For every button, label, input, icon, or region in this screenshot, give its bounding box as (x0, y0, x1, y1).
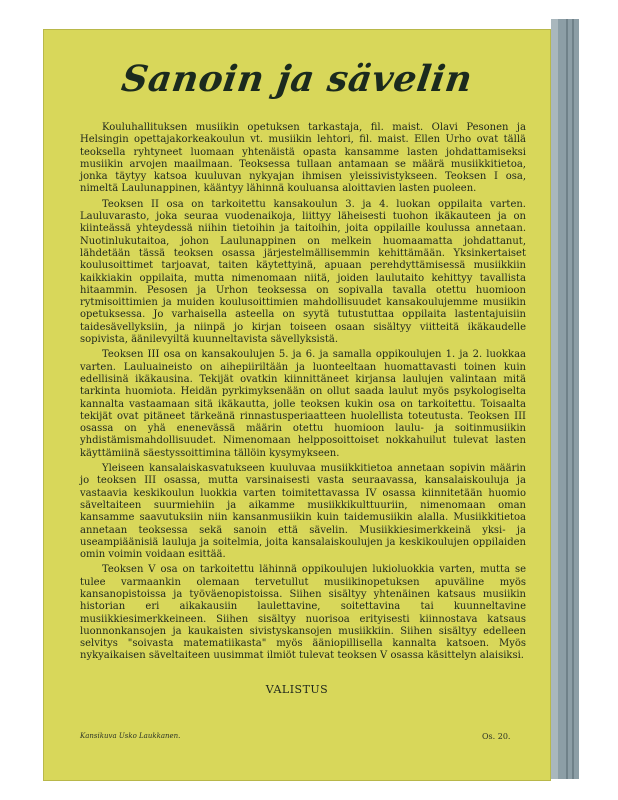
spine-edge (551, 19, 558, 779)
paragraph: Teoksen II osa on tarkoitettu kansakoulun 3. ja 4. luokan oppilaita varten. Lauluvarasto, joka seuraa vuodenaikoja, liittyy läheisesti tuohon ikäkauteen ja on kiinteässä yhteydessä niihin tietoihin ja taitoihin, joita oppilaille koulussa annetaan. Nuotinlukutaitoa, johon Laulunappinen on melkein huomaamatta johdattanut, lähdetään tässä teoksen osassa järjestelmällisemmin kehittämään. Yksinkertaiset koulusoittimet tarjoavat, taiten käytettyinä, apuaan perehdyttämisessä musiikkiin kaikkiakin oppilaita, mutta nimenomaan niitä, joiden laulutaito kehittyy tavallista hitaammin. Pesosen ja Urhon teoksessa on sopivalla tavalla otettu huomioon rytmisoittimien ja muiden koulusoittimien mahdollisuudet kansakoulujemme musiikin opetuksessa. Jo varhaisella asteella on syytä tutustuttaa oppilaita lastentajuisiin taidesävellyksiin, ja niinpä jo kirjan toiseen osaan sisältyy viitteitä ikäkaudelle sopivista, äänilevyiltä kuunneltavista sävellyksistä. (80, 198, 526, 346)
paragraph: Kouluhallituksen musiikin opetuksen tarkastaja, fil. maist. Olavi Pesonen ja Helsingin opettajakorkeakoulun vt. musiikin lehtori, fil. maist. Ellen Urho ovat tällä teoksella ryhtyneet luomaan yhtenäistä opasta kansamme lasten johdattamiseksi musiikin arvojen maailmaan. Teoksessa tullaan antamaan se määrä musiikkitietoa, jonka täytyy katsoa kuuluvan nykyajan ihmisen yleissivistykseen. Teoksen I osa, nimeltä Laulunappinen, kääntyy lähinnä kouluansa aloittavien lasten puoleen. (80, 122, 526, 195)
paragraph: Teoksen V osa on tarkoitettu lähinnä oppikoulujen lukioluokkia varten, mutta se tulee varmaankin olemaan tervetullut musiikinopetuksen apuväline myös kansanopistoissa ja työväenopistoissa. Siihen sisältyy yhtenäinen katsaus musiikin historian eri aikakausiin laulettavine, soitettavina tai kuunneltavine musiikkiesimerkkeineen. Siihen sisältyy nuorisoa erityisesti kiinnostava katsaus luonnonkansojen ja kaukaisten sivistyskansojen musiikkiin. Siihen sisältyy edelleen selvitys "soivasta matematiikasta" myös ääniopillisella kannalta katsoen. Myös nykyaikaisen säveltaiteen uusimmat ilmiöt tulevat teoksen V osassa käsittelyn alaisiksi. (80, 564, 526, 662)
cover-text (80, 122, 526, 663)
publisher-name: VALISTUS (265, 683, 329, 696)
spine-line (566, 19, 568, 779)
spine-line (572, 19, 574, 779)
price-label: Os. 20. (482, 732, 511, 741)
cover-credit: Kansikuva Usko Laukkanen. (80, 732, 181, 740)
paragraph: Yleiseen kansalaiskasvatukseen kuuluvaa musiikkitietoa annetaan sopivin määrin jo teoksen III osassa, mutta varsinaisesti vasta seuraavassa, kansalaiskouluja ja vastaavia keskikoulun luokkia varten toimitettavassa IV osassa kiinnitetään huomio säveltaiteen suurmiehiin ja aikamme musiikkikulttuuriin, nimenomaan oman kansamme saavutuksiin niin kansanmusiikin kuin taidemusiikin alalla. Musiikkitietoa annetaan teoksessa sekä sanoin että sävelin. Musiikkiesimerkkeinä yksi- ja useampiäänisiä lauluja ja soitelmia, joita kansalaiskoulujen ja keskikoulujen oppilaiden omin voimin voidaan esittää. (80, 463, 526, 561)
book-title: Sanoin ja sävelin (118, 58, 476, 100)
paragraph: Teoksen III osa on kansakoulujen 5. ja 6. ja samalla oppikoulujen 1. ja 2. luokkaa varten. Lauluaineisto on aihepiiriltään ja luonteeltaan huomattavasti toinen kuin edellisinä ikäkausina. Tekijät ovatkin kiinnittäneet kirjansa laulujen valintaan mitä tarkinta huomiota. Heidän pyrkimyksenään on ollut saada laulut myös psykologiselta kannalta vastaamaan sitä ikäkautta, jolle teoksen kukin osa on tarkoitettu. Toisaalta tekijät ovat pitäneet tärkeänä rinnastusperiaatteen huolellista toteutusta. Teoksen III osassa on yhä enenevässä määrin otettu huomioon laulu- ja soitinmusiikin yhdistämismahdollisuudet. Nimenomaan helpposoittoiset nokkahuilut tulevat lasten käyttämiinä säestyssoittimina tällöin kysymykseen. (80, 349, 526, 459)
